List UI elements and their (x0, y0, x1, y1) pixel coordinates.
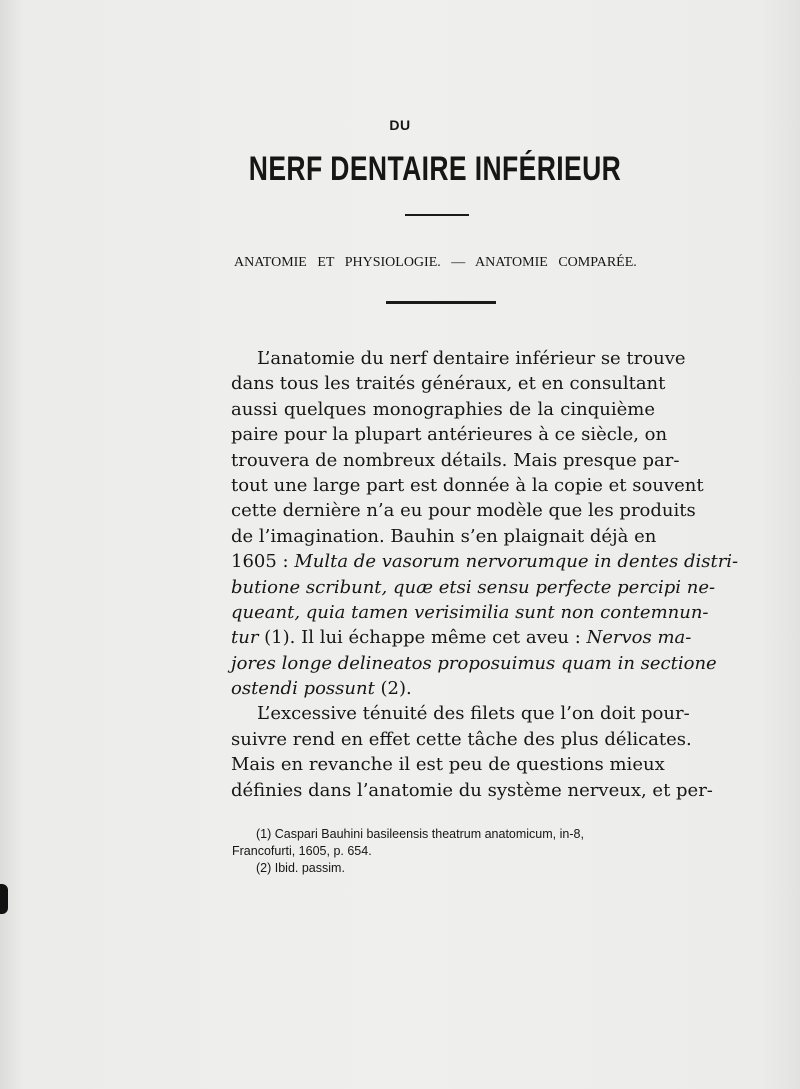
title-rule (405, 214, 469, 216)
footnote-1: (1) Caspari Bauhini basileensis theatrum anatomicum, in-8, (256, 827, 584, 841)
footnote-1-continued: Francofurti, 1605, p. 654. (232, 844, 372, 858)
body-line-roman: (2). (374, 678, 412, 700)
body-line-italic: ostendi possunt (231, 678, 375, 700)
body-line: aussi quelques monographies de la cinquième (231, 398, 655, 420)
body-line: L’anatomie du nerf dentaire inférieur se trouve (257, 348, 686, 369)
body-line: définies dans l’anatomie du système nerveux, et per- (231, 779, 713, 801)
body-line: trouvera de nombreux détails. Mais presque par- (231, 449, 680, 471)
section-subtitle: ANATOMIE ET PHYSIOLOGIE. — ANATOMIE COMPARÉE. (234, 255, 637, 270)
body-line: suivre rend en effet cette tâche des plus délicates. (231, 728, 692, 750)
body-line-roman: 1605 : (231, 551, 295, 573)
body-line: tout une large part est donnée à la copie et souvent (231, 474, 704, 496)
body-line: jores longe delineatos proposuimus quam in sectione (231, 652, 717, 674)
body-line (231, 676, 655, 701)
body-line-italic: tur (231, 627, 259, 649)
heading-kicker: DU (389, 117, 411, 133)
body-line-italic: Nervos ma- (586, 627, 692, 649)
body-line (231, 549, 739, 574)
body-line: Mais en revanche il est peu de questions mieux (231, 754, 665, 776)
body-line: paire pour la plupart antérieures à ce siècle, on (231, 424, 668, 446)
body-line-roman: (1). Il lui échappe même cet aveu : (258, 627, 587, 649)
footnote-2: (2) Ibid. passim. (256, 861, 345, 875)
body-line: queant, quia tamen verisimilia sunt non contemnun- (231, 601, 709, 623)
body-line: L’excessive ténuité des filets que l’on doit pour- (257, 703, 690, 725)
footnotes (232, 826, 670, 877)
body-line: butione scribunt, quæ etsi sensu perfecte percipi ne- (231, 576, 716, 598)
body-line: dans tous les traités généraux, et en consultant (231, 373, 666, 395)
subtitle-rule (386, 301, 496, 304)
page-title: NERF DENTAIRE INFÉRIEUR (248, 150, 622, 188)
body-text (231, 346, 739, 803)
body-line: de l’imagination. Bauhin s’en plaignait déjà en (231, 525, 657, 547)
body-line-italic: Multa de vasorum nervorumque in dentes distri- (294, 551, 739, 573)
body-line: cette dernière n’a eu pour modèle que les produits (231, 500, 696, 522)
body-line (231, 625, 692, 650)
binding-mark (0, 884, 8, 914)
